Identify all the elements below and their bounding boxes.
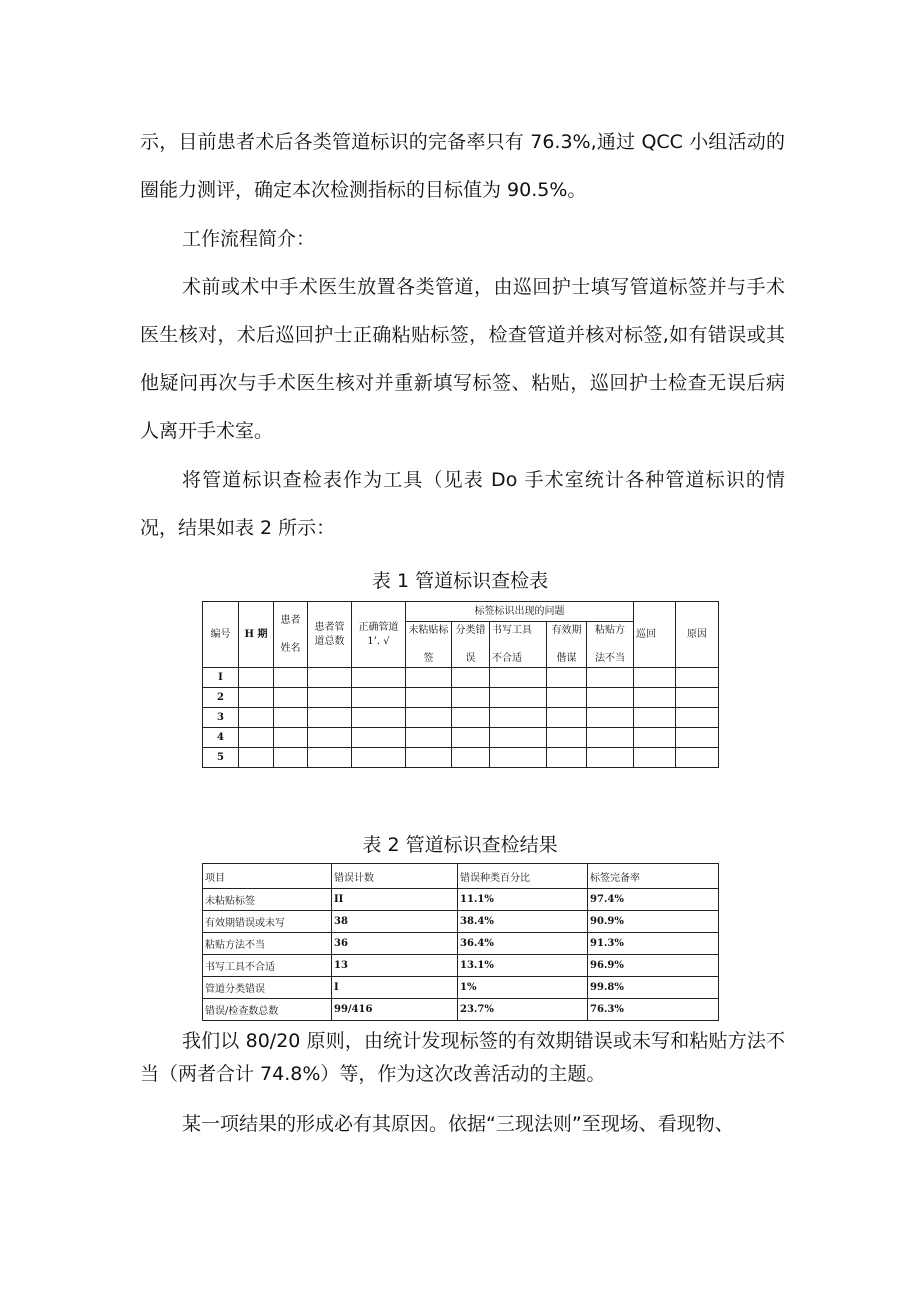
table-row: 3 — [203, 708, 719, 728]
header-correct-tube: 正确管道 1’. √ — [352, 602, 406, 668]
paragraph-target-value: 示，目前患者术后各类管道标识的完备率只有 76.3%,通过 QCC 小组活动的圈能力测评，确定本次检测指标的目标值为 90.5%。 — [140, 131, 785, 201]
table2-caption: 表 2 管道标识查检结果 — [362, 834, 558, 856]
header-expiry: 有效期 偕谋 — [547, 622, 587, 668]
header-date: H 期 — [239, 602, 274, 668]
table-header-row — [203, 864, 719, 889]
table-row: 有效期错误或未写 38 38.4% 90.9% — [203, 911, 719, 933]
table-row: 书写工具不合适 13 13.1% 96.9% — [203, 955, 719, 977]
header-attach-method: 粘贴方 法不当 — [587, 622, 634, 668]
header-category-error: 分类错 误 — [452, 622, 490, 668]
paragraph-8020-principle: 我们以 80/20 原则，由统计发现标签的有效期错误或未写和粘贴方法不当（两者合计 74.8%）等，作为这次改善活动的主题。 — [140, 1030, 785, 1085]
paragraph-three-reality-rule: 某一项结果的形成必有其原因。依据“三现法则”至现场、看现物、 — [182, 1113, 734, 1135]
header-error-percent: 错误种类百分比 — [458, 864, 588, 889]
tube-label-checklist-table — [202, 601, 719, 768]
table-row: 2 — [203, 688, 719, 708]
table-row: 4 — [203, 728, 719, 748]
header-item: 项目 — [203, 864, 332, 889]
table-row: 粘贴方法不当 36 36.4% 91.3% — [203, 933, 719, 955]
header-completeness: 标签完备率 — [588, 864, 719, 889]
table-row: 管道分类错误 I 1% 99.8% — [203, 977, 719, 999]
header-patient-name: 患者 姓名 — [274, 602, 308, 668]
table1-caption: 表 1 管道标识查检表 — [371, 570, 549, 592]
header-error-count: 错误计数 — [332, 864, 458, 889]
header-reason: 原因 — [676, 602, 719, 668]
paragraph-checklist-intro: 将管道标识查检表作为工具（见表 Do 手术室统计各种管道标识的情况，结果如表 2 所示： — [140, 469, 785, 539]
header-not-attached: 未粘贴标 签 — [406, 622, 452, 668]
paragraph-workflow-heading: 工作流程简介： — [182, 228, 316, 250]
tube-label-results-table — [202, 863, 719, 1021]
table-row: 错误/检查数总数 99/416 23.7% 76.3% — [203, 999, 719, 1021]
header-tube-total: 患者管 道总数 — [308, 602, 352, 668]
table-row: 未粘贴标签 II 11.1% 97.4% — [203, 889, 719, 911]
header-writing-tool: 书写工具 不合适 — [490, 622, 547, 668]
header-problem-group: 标签标识出现的问题 — [406, 602, 634, 622]
table-row: 5 — [203, 748, 719, 768]
header-number: 编号 — [203, 602, 239, 668]
header-circulating: 巡回 — [634, 602, 676, 668]
paragraph-workflow-description: 术前或术中手术医生放置各类管道，由巡回护士填写管道标签并与手术医生核对，术后巡回护士正确粘贴标签，检查管道并核对标签,如有错误或其他疑问再次与手术医生核对并重新填写标签、粘贴，巡回护士检查无误后病人离开手术室。 — [140, 276, 785, 442]
table-row: I — [203, 668, 719, 688]
